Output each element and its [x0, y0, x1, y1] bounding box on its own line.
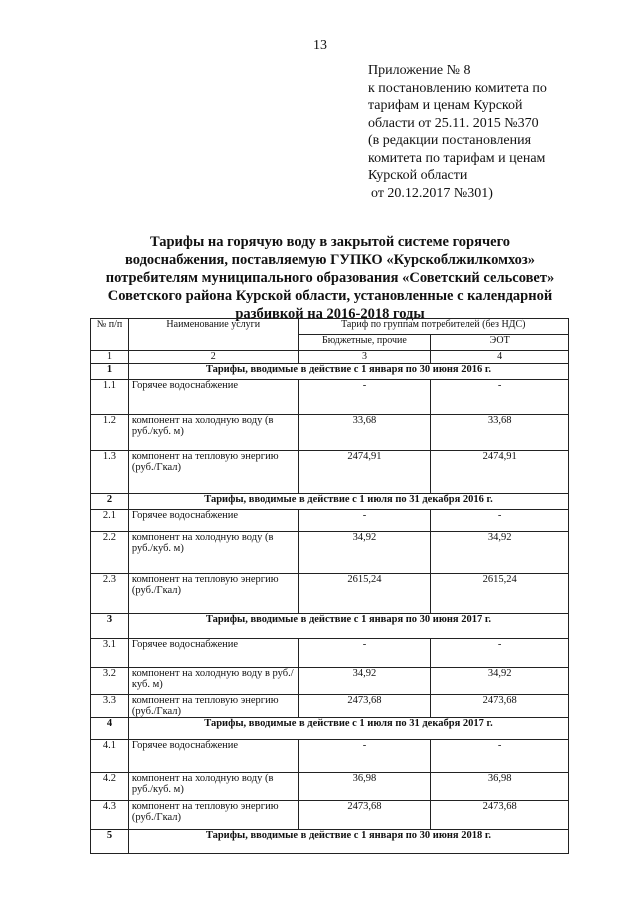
- service-name: компонент на холодную воду (в руб./куб. м): [128, 532, 298, 574]
- eot-value: 2473,68: [431, 695, 569, 718]
- table-row: [91, 773, 569, 801]
- service-name: Горячее водоснабжение: [128, 510, 298, 532]
- title-line: разбивкой на 2016-2018 годы: [235, 306, 425, 322]
- section-row: [91, 718, 569, 740]
- row-number: 4.1: [91, 740, 129, 773]
- budget-value: 33,68: [298, 415, 431, 451]
- section-row: [91, 830, 569, 854]
- row-number: 2.3: [91, 574, 129, 614]
- section-title: Тарифы, вводимые в действие с 1 января по 30 июня 2016 г.: [128, 364, 568, 380]
- section-row: [91, 614, 569, 639]
- document-title: [90, 233, 570, 323]
- row-number: 4.3: [91, 801, 129, 830]
- table-header-row: [91, 319, 569, 335]
- row-number: 3.1: [91, 639, 129, 668]
- budget-value: 2473,68: [298, 695, 431, 718]
- table-row: [91, 510, 569, 532]
- row-number: 1.2: [91, 415, 129, 451]
- title-line: Советского района Курской области, установленные с календарной: [107, 288, 553, 304]
- budget-value: 2615,24: [298, 574, 431, 614]
- eot-value: 2473,68: [431, 801, 569, 830]
- title-line: Тарифы на горячую воду в закрытой системе горячего: [149, 234, 511, 250]
- service-name: компонент на тепловую энергию (руб./Гкал): [128, 695, 298, 718]
- table-row: [91, 740, 569, 773]
- service-name: компонент на тепловую энергию (руб./Гкал): [128, 574, 298, 614]
- eot-value: -: [431, 380, 569, 415]
- service-name: компонент на холодную воду в руб./куб. м): [128, 668, 298, 695]
- table-row: [91, 668, 569, 695]
- service-name: Горячее водоснабжение: [128, 380, 298, 415]
- service-name: компонент на холодную воду (в руб./куб. м): [128, 415, 298, 451]
- appendix-line: тарифам и ценам Курской: [368, 98, 523, 113]
- page-number: 13: [313, 38, 327, 53]
- eot-value: 33,68: [431, 415, 569, 451]
- section-number: 1: [91, 364, 129, 380]
- table-row: [91, 801, 569, 830]
- index-cell: 2: [128, 351, 298, 364]
- budget-value: 2473,68: [298, 801, 431, 830]
- section-row: [91, 494, 569, 510]
- appendix-header: [368, 62, 608, 202]
- eot-value: 2474,91: [431, 451, 569, 494]
- eot-value: 2615,24: [431, 574, 569, 614]
- header-service: Наименование услуги: [128, 319, 298, 351]
- section-title: Тарифы, вводимые в действие с 1 июля по 31 декабря 2016 г.: [128, 494, 568, 510]
- budget-value: 34,92: [298, 668, 431, 695]
- budget-value: 34,92: [298, 532, 431, 574]
- header-no: № п/п: [91, 319, 129, 351]
- table-row: [91, 574, 569, 614]
- appendix-line: к постановлению комитета по: [368, 80, 547, 96]
- appendix-line: комитета по тарифам и ценам: [368, 150, 546, 166]
- row-number: 3.2: [91, 668, 129, 695]
- appendix-line: Курской области: [368, 168, 468, 183]
- row-number: 2.2: [91, 532, 129, 574]
- appendix-line: (в редакции постановления: [368, 133, 532, 148]
- section-title: Тарифы, вводимые в действие с 1 января по 30 июня 2017 г.: [128, 614, 568, 639]
- eot-value: 34,92: [431, 532, 569, 574]
- eot-value: -: [431, 740, 569, 773]
- row-number: 4.2: [91, 773, 129, 801]
- title-line: потребителям муниципального образования «Советский сельсовет»: [105, 270, 555, 286]
- table-row: [91, 639, 569, 668]
- table-row: [91, 415, 569, 451]
- row-number: 3.3: [91, 695, 129, 718]
- service-name: Горячее водоснабжение: [128, 639, 298, 668]
- budget-value: -: [298, 380, 431, 415]
- index-cell: 4: [431, 351, 569, 364]
- section-row: [91, 364, 569, 380]
- eot-value: 36,98: [431, 773, 569, 801]
- budget-value: -: [298, 639, 431, 668]
- header-budget: Бюджетные, прочие: [298, 335, 431, 351]
- appendix-line: от 20.12.2017 №301): [371, 185, 493, 201]
- appendix-line: области от 25.11. 2015 №370: [368, 115, 539, 131]
- section-number: 5: [91, 830, 129, 854]
- budget-value: -: [298, 510, 431, 532]
- header-tariff-group: Тариф по группам потребителей (без НДС): [298, 319, 568, 335]
- service-name: компонент на тепловую энергию (руб./Гкал): [128, 451, 298, 494]
- service-name: Горячее водоснабжение: [128, 740, 298, 773]
- section-number: 3: [91, 614, 129, 639]
- appendix-line: Приложение № 8: [368, 63, 471, 78]
- eot-value: -: [431, 639, 569, 668]
- title-line: водоснабжения, поставляемую ГУПКО «Курскоблжилкомхоз»: [125, 252, 535, 268]
- service-name: компонент на холодную воду (в руб./куб. м): [128, 773, 298, 801]
- header-eot: ЭОТ: [431, 335, 569, 351]
- table-row: [91, 380, 569, 415]
- section-number: 2: [91, 494, 129, 510]
- section-title: Тарифы, вводимые в действие с 1 июля по 31 декабря 2017 г.: [128, 718, 568, 740]
- budget-value: 2474,91: [298, 451, 431, 494]
- budget-value: 36,98: [298, 773, 431, 801]
- table-index-row: [91, 351, 569, 364]
- budget-value: -: [298, 740, 431, 773]
- table-row: [91, 532, 569, 574]
- eot-value: -: [431, 510, 569, 532]
- row-number: 2.1: [91, 510, 129, 532]
- section-number: 4: [91, 718, 129, 740]
- table-row: [91, 695, 569, 718]
- tariff-table: [90, 318, 569, 854]
- row-number: 1.1: [91, 380, 129, 415]
- eot-value: 34,92: [431, 668, 569, 695]
- section-title: Тарифы, вводимые в действие с 1 января по 30 июня 2018 г.: [128, 830, 568, 854]
- service-name: компонент на тепловую энергию (руб./Гкал): [128, 801, 298, 830]
- table-row: [91, 451, 569, 494]
- row-number: 1.3: [91, 451, 129, 494]
- index-cell: 3: [298, 351, 431, 364]
- index-cell: 1: [91, 351, 129, 364]
